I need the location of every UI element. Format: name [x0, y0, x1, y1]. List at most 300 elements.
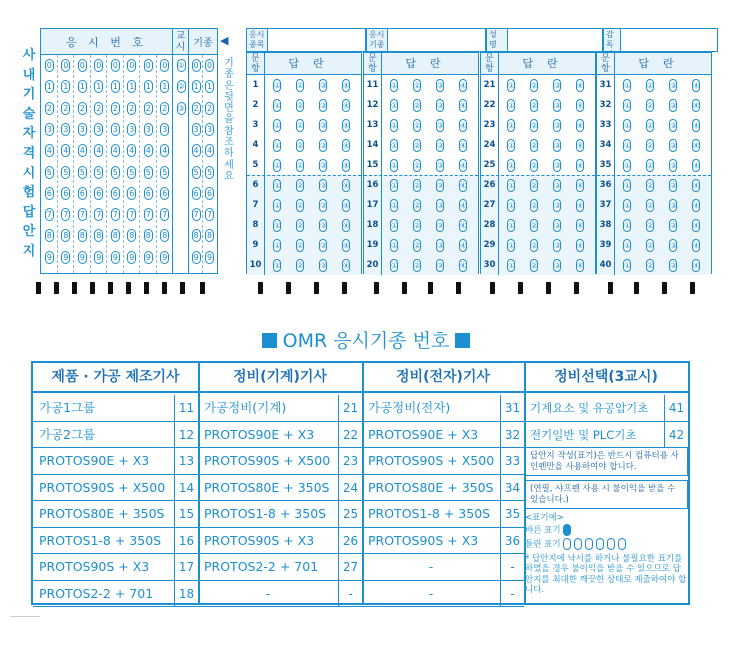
digit-bubble[interactable]: 6: [96, 188, 102, 198]
answer-bubble[interactable]: ④: [343, 81, 350, 90]
digit-bubble[interactable]: 3: [145, 124, 151, 134]
answer-bubble[interactable]: ③: [670, 221, 677, 230]
digit-bubble[interactable]: 2: [96, 103, 102, 113]
answer-row: [247, 155, 361, 175]
digit-bubble[interactable]: 1: [193, 82, 199, 92]
answer-bubble[interactable]: ①: [391, 221, 398, 230]
digit-bubble[interactable]: 8: [96, 231, 102, 241]
answer-bubble[interactable]: ③: [554, 101, 561, 110]
digit-bubble[interactable]: 0: [79, 61, 85, 70]
answer-bubble[interactable]: ①: [274, 201, 281, 210]
digit-bubble[interactable]: 6: [162, 188, 168, 198]
digit-bubble[interactable]: 6: [193, 188, 199, 198]
answer-bubble[interactable]: ①: [624, 261, 631, 270]
answer-row: [247, 195, 361, 215]
table-cell-name: PROTOS1-8 + 350S: [33, 528, 174, 555]
answer-bubble[interactable]: ②: [531, 81, 538, 90]
digit-bubble[interactable]: 0: [145, 61, 151, 70]
digit-bubble[interactable]: 0: [206, 61, 213, 70]
digit-bubble[interactable]: 0: [63, 61, 69, 70]
digit-bubble[interactable]: 6: [112, 188, 118, 198]
answer-bubble[interactable]: ③: [670, 161, 677, 170]
answer-bubble[interactable]: ①: [274, 261, 281, 270]
answer-block: [596, 52, 712, 274]
answer-bubble[interactable]: ④: [460, 261, 467, 270]
digit-bubble[interactable]: 9: [46, 252, 52, 262]
timing-mark: [108, 282, 113, 294]
answer-bubble[interactable]: ③: [554, 201, 561, 210]
answer-bubble[interactable]: ③: [554, 121, 561, 130]
answer-bubble[interactable]: ③: [320, 181, 327, 190]
answer-bubble[interactable]: ①: [391, 181, 398, 190]
vertical-title-char: 사: [22, 48, 36, 63]
answer-bubble[interactable]: ①: [508, 141, 515, 150]
digit-bubble[interactable]: 4: [162, 146, 168, 156]
digit-bubble[interactable]: 8: [112, 231, 118, 241]
digit-bubble[interactable]: 9: [206, 252, 213, 262]
answer-bubble[interactable]: ①: [391, 241, 398, 250]
digit-bubble[interactable]: 7: [206, 210, 213, 220]
answer-bubble[interactable]: ②: [647, 161, 654, 170]
answer-bubble[interactable]: ②: [531, 121, 538, 130]
digit-bubble[interactable]: 4: [63, 146, 69, 156]
digit-bubble[interactable]: 5: [162, 167, 168, 177]
answer-bubble[interactable]: ②: [531, 221, 538, 230]
answer-bubble[interactable]: ④: [343, 121, 350, 130]
digit-bubble[interactable]: 5: [129, 167, 135, 177]
digit-bubble[interactable]: 1: [206, 82, 213, 92]
digit-bubble[interactable]: 9: [145, 252, 151, 262]
answer-bubble[interactable]: ③: [437, 81, 444, 90]
answer-bubble[interactable]: ③: [670, 241, 677, 250]
answer-bubble[interactable]: ①: [274, 241, 281, 250]
timing-mark: [54, 282, 59, 294]
question-number: 11: [364, 75, 382, 95]
question-number: 19: [364, 235, 382, 255]
answer-bubble[interactable]: ②: [297, 221, 304, 230]
answer-bubble[interactable]: ①: [624, 201, 631, 210]
digit-bubble[interactable]: 8: [193, 231, 199, 241]
answer-bubble[interactable]: ④: [343, 161, 350, 170]
digit-bubble[interactable]: 7: [96, 210, 102, 220]
digit-bubble[interactable]: 4: [145, 146, 151, 156]
digit-bubble[interactable]: 1: [79, 82, 85, 92]
answer-bubble[interactable]: ①: [274, 141, 281, 150]
answer-bubble[interactable]: ①: [391, 141, 398, 150]
answer-bubble[interactable]: ③: [670, 81, 677, 90]
digit-bubble[interactable]: 4: [96, 146, 102, 156]
answer-bubble[interactable]: ①: [274, 161, 281, 170]
answer-bubble[interactable]: ④: [343, 241, 350, 250]
answer-bubble[interactable]: ③: [670, 141, 677, 150]
answer-bubble[interactable]: ②: [414, 121, 421, 130]
digit-bubble[interactable]: 5: [193, 167, 199, 177]
answer-block: [246, 52, 362, 274]
digit-bubble[interactable]: 4: [46, 146, 52, 156]
field-label: 응시 기종: [366, 28, 388, 52]
digit-bubble[interactable]: 9: [112, 252, 118, 262]
answer-bubble[interactable]: ④: [577, 181, 584, 190]
digit-bubble[interactable]: 2: [129, 103, 135, 113]
digit-bubble[interactable]: 3: [193, 124, 199, 134]
answer-bubble[interactable]: ③: [670, 201, 677, 210]
answer-bubble[interactable]: ④: [577, 141, 584, 150]
digit-bubble[interactable]: 6: [46, 188, 52, 198]
table-cell-code: 41: [664, 395, 688, 422]
answer-bubble[interactable]: ③: [320, 221, 327, 230]
digit-bubble[interactable]: 6: [145, 188, 151, 198]
answer-bubble[interactable]: ①: [508, 101, 515, 110]
answer-bubble[interactable]: ④: [693, 221, 700, 230]
digit-bubble[interactable]: 5: [206, 167, 213, 177]
answer-bubble[interactable]: ②: [414, 101, 421, 110]
answer-bubble[interactable]: ②: [297, 121, 304, 130]
answer-bubble[interactable]: ①: [274, 221, 281, 230]
answer-bubble[interactable]: ④: [693, 241, 700, 250]
digit-bubble[interactable]: ②: [177, 82, 185, 92]
digit-bubble[interactable]: 8: [206, 231, 213, 241]
digit-bubble[interactable]: 2: [46, 103, 52, 113]
digit-bubble[interactable]: 2: [162, 103, 168, 113]
answer-bubble[interactable]: ①: [624, 101, 631, 110]
answer-bubble[interactable]: ③: [320, 101, 327, 110]
digit-bubble[interactable]: 9: [79, 252, 85, 262]
digit-bubble[interactable]: 9: [63, 252, 69, 262]
answer-bubble[interactable]: ①: [391, 81, 398, 90]
digit-bubble[interactable]: 5: [46, 167, 52, 177]
answer-bubble[interactable]: ③: [437, 181, 444, 190]
digit-bubble[interactable]: 7: [193, 210, 199, 220]
answer-bubble[interactable]: ③: [437, 121, 444, 130]
answer-bubble[interactable]: ④: [460, 81, 467, 90]
answer-bubble[interactable]: ③: [554, 81, 561, 90]
digit-bubble[interactable]: 9: [193, 252, 199, 262]
answer-bubble[interactable]: ③: [554, 221, 561, 230]
table-cell-code: 16: [174, 528, 198, 555]
answer-bubble[interactable]: ③: [670, 181, 677, 190]
digit-bubble[interactable]: 8: [79, 231, 85, 241]
answer-bubble[interactable]: ③: [437, 141, 444, 150]
answer-bubble[interactable]: ①: [391, 201, 398, 210]
timing-mark: [144, 282, 149, 294]
digit-bubble[interactable]: 2: [145, 103, 151, 113]
digit-bubble[interactable]: 7: [46, 210, 52, 220]
answer-bubble[interactable]: ④: [460, 141, 467, 150]
answer-bubble[interactable]: ③: [437, 241, 444, 250]
section-title: [0, 326, 732, 353]
digit-bubble[interactable]: 4: [79, 146, 85, 156]
answer-row: [364, 155, 478, 175]
digit-bubble[interactable]: 9: [129, 252, 135, 262]
answer-bubble[interactable]: ④: [577, 261, 584, 270]
answer-row: [481, 75, 595, 95]
answer-bubble[interactable]: ①: [624, 81, 631, 90]
answer-bubble[interactable]: ③: [320, 261, 327, 270]
digit-bubble[interactable]: 7: [63, 210, 69, 220]
digit-bubble[interactable]: 3: [112, 124, 118, 134]
digit-bubble[interactable]: 0: [112, 61, 118, 70]
side-note-char: 면: [224, 103, 234, 115]
digit-bubble[interactable]: 1: [129, 82, 135, 92]
digit-bubble[interactable]: ①: [177, 61, 185, 70]
answer-row: [481, 195, 595, 215]
answer-bubble[interactable]: ①: [274, 81, 281, 90]
answer-bubble[interactable]: ④: [693, 181, 700, 190]
answer-bubble[interactable]: ④: [343, 221, 350, 230]
answer-bubble[interactable]: ②: [414, 141, 421, 150]
answer-bubble[interactable]: ②: [297, 201, 304, 210]
digit-bubble[interactable]: 2: [112, 103, 118, 113]
answer-bubble[interactable]: ③: [670, 101, 677, 110]
table-header: 정비(전자)기사: [362, 363, 524, 393]
digit-bubble[interactable]: 2: [193, 103, 199, 113]
answer-bubble[interactable]: ②: [531, 201, 538, 210]
digit-bubble[interactable]: 9: [96, 252, 102, 262]
digit-bubble[interactable]: 4: [193, 146, 199, 156]
question-header: 문항: [364, 53, 382, 75]
field-input[interactable]: [268, 28, 366, 52]
digit-bubble[interactable]: 3: [46, 124, 52, 134]
answer-bubble[interactable]: ②: [297, 261, 304, 270]
answer-bubble[interactable]: ④: [693, 161, 700, 170]
answer-bubble[interactable]: ④: [460, 241, 467, 250]
answer-bubble[interactable]: ②: [647, 101, 654, 110]
digit-bubble[interactable]: 8: [162, 231, 168, 241]
answer-bubble[interactable]: ③: [670, 261, 677, 270]
digit-bubble[interactable]: 6: [63, 188, 69, 198]
answer-bubble[interactable]: ④: [343, 181, 350, 190]
answer-bubble[interactable]: ②: [531, 161, 538, 170]
answer-bubble[interactable]: ④: [460, 221, 467, 230]
answer-bubble[interactable]: ②: [414, 261, 421, 270]
digit-bubble[interactable]: 3: [206, 124, 213, 134]
answer-bubble[interactable]: ③: [554, 241, 561, 250]
answer-bubble[interactable]: ②: [647, 81, 654, 90]
answer-bubble[interactable]: ①: [391, 161, 398, 170]
digit-bubble[interactable]: 5: [112, 167, 118, 177]
table-cell-code: 36: [500, 528, 524, 555]
answer-bubble[interactable]: ②: [297, 241, 304, 250]
answer-bubble[interactable]: ①: [274, 181, 281, 190]
digit-bubble[interactable]: 6: [206, 188, 213, 198]
digit-bubble[interactable]: 4: [129, 146, 135, 156]
answer-bubble[interactable]: ③: [437, 221, 444, 230]
answer-bubble[interactable]: ④: [577, 221, 584, 230]
answer-bubble[interactable]: ③: [320, 121, 327, 130]
answer-bubble[interactable]: ①: [508, 81, 515, 90]
answer-bubble[interactable]: ④: [693, 121, 700, 130]
digit-bubble[interactable]: 3: [79, 124, 85, 134]
digit-bubble[interactable]: 8: [63, 231, 69, 241]
digit-bubble[interactable]: 4: [112, 146, 118, 156]
answer-bubble[interactable]: ②: [297, 101, 304, 110]
digit-bubble[interactable]: 0: [46, 61, 52, 70]
digit-bubble[interactable]: 3: [129, 124, 135, 134]
answer-bubble[interactable]: ①: [624, 161, 631, 170]
answer-bubble[interactable]: ④: [577, 121, 584, 130]
answer-bubble[interactable]: ②: [647, 241, 654, 250]
answer-bubble[interactable]: ①: [508, 241, 515, 250]
answer-bubble[interactable]: ④: [343, 261, 350, 270]
answer-bubble[interactable]: ①: [624, 221, 631, 230]
answer-bubble[interactable]: ③: [554, 161, 561, 170]
answer-bubble[interactable]: ③: [320, 141, 327, 150]
answer-bubble[interactable]: ①: [624, 181, 631, 190]
answer-bubble[interactable]: ②: [531, 181, 538, 190]
digit-bubble[interactable]: 3: [162, 124, 168, 134]
answer-bubble[interactable]: ①: [391, 261, 398, 270]
id-column: [157, 55, 174, 273]
question-number: 13: [364, 115, 382, 135]
answer-bubble[interactable]: ②: [531, 141, 538, 150]
answer-bubble[interactable]: ②: [297, 141, 304, 150]
digit-bubble[interactable]: 3: [63, 124, 69, 134]
digit-bubble[interactable]: 1: [162, 82, 168, 92]
answer-bubble[interactable]: ②: [647, 261, 654, 270]
answer-bubble[interactable]: ④: [577, 161, 584, 170]
digit-bubble[interactable]: 5: [63, 167, 69, 177]
answer-bubble[interactable]: ①: [508, 201, 515, 210]
digit-bubble[interactable]: 7: [79, 210, 85, 220]
answer-bubble[interactable]: ③: [437, 161, 444, 170]
digit-bubble[interactable]: 5: [145, 167, 151, 177]
answer-bubble[interactable]: ①: [274, 121, 281, 130]
digit-bubble[interactable]: 8: [145, 231, 151, 241]
digit-bubble[interactable]: 8: [46, 231, 52, 241]
answer-bubble[interactable]: ③: [320, 161, 327, 170]
answer-bubble[interactable]: ①: [274, 101, 281, 110]
answer-bubble[interactable]: ②: [531, 241, 538, 250]
answer-bubble[interactable]: ③: [320, 241, 327, 250]
answer-bubble[interactable]: ②: [647, 121, 654, 130]
answer-bubble[interactable]: ①: [508, 221, 515, 230]
answer-bubble[interactable]: ④: [577, 101, 584, 110]
answer-bubble[interactable]: ④: [693, 81, 700, 90]
digit-bubble[interactable]: 2: [206, 103, 213, 113]
digit-bubble[interactable]: 1: [46, 82, 52, 92]
answer-row: [364, 215, 478, 235]
answer-bubble[interactable]: ②: [414, 81, 421, 90]
answer-bubble[interactable]: ②: [647, 221, 654, 230]
answer-bubble[interactable]: ③: [437, 261, 444, 270]
answer-bubble[interactable]: ③: [554, 261, 561, 270]
answer-bubble[interactable]: ②: [414, 241, 421, 250]
vertical-title-char: 험: [22, 185, 36, 201]
answer-bubble[interactable]: ④: [343, 101, 350, 110]
answer-bubble[interactable]: ①: [508, 161, 515, 170]
digit-bubble[interactable]: 8: [129, 231, 135, 241]
table-cell-name: -: [362, 581, 500, 608]
field-input[interactable]: [508, 28, 603, 52]
digit-bubble[interactable]: 9: [162, 252, 168, 262]
answer-bubble[interactable]: ④: [343, 201, 350, 210]
digit-bubble[interactable]: 5: [79, 167, 85, 177]
digit-bubble[interactable]: 7: [112, 210, 118, 220]
digit-bubble[interactable]: 6: [129, 188, 135, 198]
digit-bubble[interactable]: ③: [177, 103, 185, 113]
answer-bubble[interactable]: ③: [554, 141, 561, 150]
question-number: 29: [481, 235, 499, 255]
digit-bubble[interactable]: 0: [129, 61, 135, 70]
answer-bubble[interactable]: ③: [554, 181, 561, 190]
answer-bubble[interactable]: ④: [577, 241, 584, 250]
answer-bubble[interactable]: ④: [460, 181, 467, 190]
answer-bubble[interactable]: ④: [460, 201, 467, 210]
answer-bubble[interactable]: ④: [693, 141, 700, 150]
answer-bubble[interactable]: ②: [647, 181, 654, 190]
answer-bubble[interactable]: ④: [460, 161, 467, 170]
digit-bubble[interactable]: 3: [96, 124, 102, 134]
answer-bubble[interactable]: ②: [531, 101, 538, 110]
digit-bubble[interactable]: 1: [145, 82, 151, 92]
digit-bubble[interactable]: 7: [129, 210, 135, 220]
answer-bubble[interactable]: ①: [624, 141, 631, 150]
answer-bubble[interactable]: ④: [460, 101, 467, 110]
digit-bubble[interactable]: 0: [96, 61, 102, 70]
answer-bubble[interactable]: ②: [414, 221, 421, 230]
digit-bubble[interactable]: 0: [193, 61, 199, 70]
answer-bubble[interactable]: ①: [391, 101, 398, 110]
field-input[interactable]: [388, 28, 486, 52]
digit-bubble[interactable]: 1: [112, 82, 118, 92]
timing-mark: [90, 282, 95, 294]
correct-example: [525, 524, 688, 536]
answer-bubble[interactable]: ①: [508, 121, 515, 130]
field-input[interactable]: [621, 28, 718, 52]
answer-bubble[interactable]: ②: [647, 201, 654, 210]
answer-bubble[interactable]: ①: [391, 121, 398, 130]
digit-bubble[interactable]: 5: [96, 167, 102, 177]
answer-bubble[interactable]: ②: [297, 81, 304, 90]
answer-bubble[interactable]: ③: [437, 101, 444, 110]
side-note-char: 을: [224, 114, 234, 126]
answer-bubble[interactable]: ①: [508, 181, 515, 190]
answer-bubble[interactable]: ④: [460, 121, 467, 130]
digit-bubble[interactable]: 7: [145, 210, 151, 220]
timing-mark: [634, 282, 639, 294]
answer-bubble[interactable]: ②: [414, 201, 421, 210]
answer-bubble[interactable]: ②: [414, 161, 421, 170]
digit-bubble[interactable]: 1: [96, 82, 102, 92]
answer-bubble[interactable]: ①: [508, 261, 515, 270]
answer-bubble[interactable]: ②: [414, 181, 421, 190]
answer-bubble[interactable]: ④: [577, 81, 584, 90]
answer-bubble[interactable]: ④: [693, 101, 700, 110]
answer-bubble[interactable]: ④: [693, 201, 700, 210]
digit-bubble[interactable]: 2: [79, 103, 85, 113]
digit-bubble[interactable]: 4: [206, 146, 213, 156]
digit-bubble[interactable]: 0: [162, 61, 168, 70]
answer-bubble[interactable]: ①: [624, 241, 631, 250]
answer-bubble[interactable]: ④: [577, 201, 584, 210]
example-title: <표기예>: [525, 513, 564, 523]
answer-bubble[interactable]: ④: [693, 261, 700, 270]
answer-bubble[interactable]: ②: [297, 161, 304, 170]
answer-bubble[interactable]: ③: [437, 201, 444, 210]
digit-bubble[interactable]: 7: [162, 210, 168, 220]
digit-bubble[interactable]: 1: [63, 82, 69, 92]
answer-bubble[interactable]: ②: [647, 141, 654, 150]
answer-bubble[interactable]: ③: [320, 201, 327, 210]
answer-bubble[interactable]: ①: [624, 121, 631, 130]
digit-bubble[interactable]: 6: [79, 188, 85, 198]
answer-bubble[interactable]: ③: [670, 121, 677, 130]
answer-bubble[interactable]: ④: [343, 141, 350, 150]
digit-bubble[interactable]: 2: [63, 103, 69, 113]
answer-bubble[interactable]: ②: [531, 261, 538, 270]
answer-bubble[interactable]: ③: [320, 81, 327, 90]
answer-bubble[interactable]: ②: [297, 181, 304, 190]
